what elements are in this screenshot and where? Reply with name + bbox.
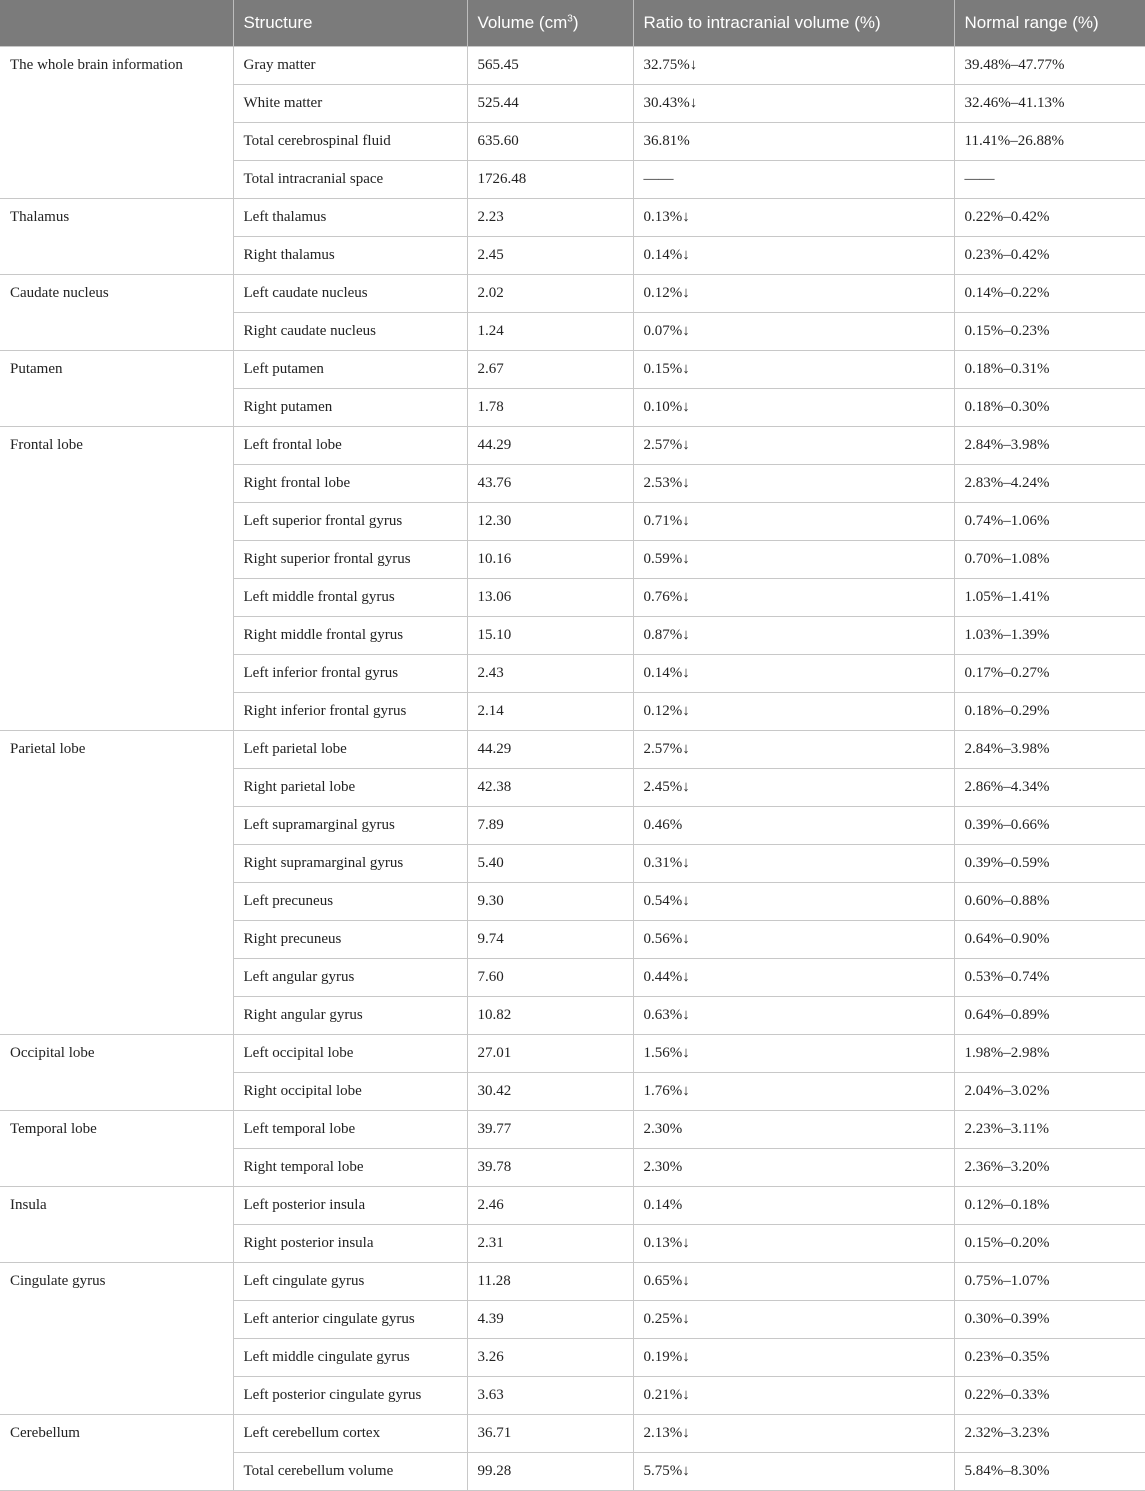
ratio-cell: 0.12%↓ bbox=[633, 693, 954, 731]
ratio-cell: 0.46% bbox=[633, 807, 954, 845]
ratio-cell: 0.15%↓ bbox=[633, 351, 954, 389]
table-row bbox=[0, 1111, 1145, 1149]
volume-cell: 43.76 bbox=[467, 465, 633, 503]
structure-cell: Left putamen bbox=[233, 351, 467, 389]
table-row bbox=[0, 1035, 1145, 1073]
ratio-cell: 0.56%↓ bbox=[633, 921, 954, 959]
structure-cell: Gray matter bbox=[233, 47, 467, 85]
structure-cell: Left supramarginal gyrus bbox=[233, 807, 467, 845]
volume-cell: 36.71 bbox=[467, 1415, 633, 1453]
structure-cell: Right putamen bbox=[233, 389, 467, 427]
ratio-cell: 0.13%↓ bbox=[633, 199, 954, 237]
normal-range-cell: 2.84%–3.98% bbox=[954, 427, 1145, 465]
structure-cell: Right inferior frontal gyrus bbox=[233, 693, 467, 731]
volume-cell: 4.39 bbox=[467, 1301, 633, 1339]
table-row bbox=[0, 47, 1145, 85]
volume-cell: 7.89 bbox=[467, 807, 633, 845]
ratio-cell: 2.57%↓ bbox=[633, 731, 954, 769]
volume-cell: 3.63 bbox=[467, 1377, 633, 1415]
normal-range-cell: 1.98%–2.98% bbox=[954, 1035, 1145, 1073]
ratio-cell: 0.44%↓ bbox=[633, 959, 954, 997]
table-row bbox=[0, 1187, 1145, 1225]
volume-cell: 635.60 bbox=[467, 123, 633, 161]
volume-cell: 2.31 bbox=[467, 1225, 633, 1263]
ratio-cell: 0.71%↓ bbox=[633, 503, 954, 541]
ratio-cell: —— bbox=[633, 161, 954, 199]
ratio-cell: 0.14%↓ bbox=[633, 237, 954, 275]
normal-range-cell: 0.17%–0.27% bbox=[954, 655, 1145, 693]
structure-cell: Left frontal lobe bbox=[233, 427, 467, 465]
volume-cell: 5.40 bbox=[467, 845, 633, 883]
normal-range-cell: 5.84%–8.30% bbox=[954, 1453, 1145, 1491]
normal-range-cell: 2.86%–4.34% bbox=[954, 769, 1145, 807]
structure-cell: Right supramarginal gyrus bbox=[233, 845, 467, 883]
normal-range-cell: 39.48%–47.77% bbox=[954, 47, 1145, 85]
table-row bbox=[0, 1415, 1145, 1453]
ratio-cell: 0.59%↓ bbox=[633, 541, 954, 579]
ratio-cell: 30.43%↓ bbox=[633, 85, 954, 123]
normal-range-cell: 0.18%–0.29% bbox=[954, 693, 1145, 731]
volume-cell: 7.60 bbox=[467, 959, 633, 997]
group-name-cell: Cingulate gyrus bbox=[0, 1263, 233, 1415]
ratio-cell: 0.14% bbox=[633, 1187, 954, 1225]
group-name-cell: Cerebellum bbox=[0, 1415, 233, 1491]
structure-cell: Left temporal lobe bbox=[233, 1111, 467, 1149]
structure-cell: Left inferior frontal gyrus bbox=[233, 655, 467, 693]
structure-cell: Left middle cingulate gyrus bbox=[233, 1339, 467, 1377]
normal-range-cell: 0.23%–0.42% bbox=[954, 237, 1145, 275]
structure-cell: Right precuneus bbox=[233, 921, 467, 959]
table-row bbox=[0, 731, 1145, 769]
structure-cell: Right angular gyrus bbox=[233, 997, 467, 1035]
structure-cell: Total cerebrospinal fluid bbox=[233, 123, 467, 161]
normal-range-cell: 2.83%–4.24% bbox=[954, 465, 1145, 503]
ratio-cell: 2.30% bbox=[633, 1149, 954, 1187]
normal-range-cell: —— bbox=[954, 161, 1145, 199]
normal-range-cell: 2.23%–3.11% bbox=[954, 1111, 1145, 1149]
table-row bbox=[0, 427, 1145, 465]
ratio-cell: 2.57%↓ bbox=[633, 427, 954, 465]
volume-cell: 39.77 bbox=[467, 1111, 633, 1149]
structure-cell: Right parietal lobe bbox=[233, 769, 467, 807]
ratio-cell: 0.07%↓ bbox=[633, 313, 954, 351]
ratio-cell: 2.30% bbox=[633, 1111, 954, 1149]
normal-range-cell: 11.41%–26.88% bbox=[954, 123, 1145, 161]
volume-cell: 15.10 bbox=[467, 617, 633, 655]
volume-cell: 99.28 bbox=[467, 1453, 633, 1491]
ratio-cell: 36.81% bbox=[633, 123, 954, 161]
group-name-cell: Parietal lobe bbox=[0, 731, 233, 1035]
normal-range-cell: 0.30%–0.39% bbox=[954, 1301, 1145, 1339]
structure-cell: White matter bbox=[233, 85, 467, 123]
structure-cell: Right middle frontal gyrus bbox=[233, 617, 467, 655]
ratio-cell: 32.75%↓ bbox=[633, 47, 954, 85]
volume-cell: 3.26 bbox=[467, 1339, 633, 1377]
volume-cell: 27.01 bbox=[467, 1035, 633, 1073]
header-normal-range: Normal range (%) bbox=[954, 0, 1145, 47]
volume-cell: 11.28 bbox=[467, 1263, 633, 1301]
volume-cell: 2.43 bbox=[467, 655, 633, 693]
volume-cell: 10.16 bbox=[467, 541, 633, 579]
ratio-cell: 1.56%↓ bbox=[633, 1035, 954, 1073]
normal-range-cell: 0.18%–0.31% bbox=[954, 351, 1145, 389]
group-name-cell: Temporal lobe bbox=[0, 1111, 233, 1187]
ratio-cell: 5.75%↓ bbox=[633, 1453, 954, 1491]
ratio-cell: 1.76%↓ bbox=[633, 1073, 954, 1111]
structure-cell: Right superior frontal gyrus bbox=[233, 541, 467, 579]
ratio-cell: 0.10%↓ bbox=[633, 389, 954, 427]
header-volume-prefix: Volume (cm bbox=[477, 13, 568, 32]
group-name-cell: The whole brain information bbox=[0, 47, 233, 199]
volume-cell: 2.23 bbox=[467, 199, 633, 237]
ratio-cell: 0.31%↓ bbox=[633, 845, 954, 883]
volume-cell: 2.02 bbox=[467, 275, 633, 313]
ratio-cell: 0.14%↓ bbox=[633, 655, 954, 693]
normal-range-cell: 0.15%–0.20% bbox=[954, 1225, 1145, 1263]
volume-cell: 44.29 bbox=[467, 427, 633, 465]
normal-range-cell: 32.46%–41.13% bbox=[954, 85, 1145, 123]
normal-range-cell: 0.18%–0.30% bbox=[954, 389, 1145, 427]
normal-range-cell: 0.39%–0.66% bbox=[954, 807, 1145, 845]
normal-range-cell: 0.22%–0.33% bbox=[954, 1377, 1145, 1415]
normal-range-cell: 0.14%–0.22% bbox=[954, 275, 1145, 313]
normal-range-cell: 0.75%–1.07% bbox=[954, 1263, 1145, 1301]
normal-range-cell: 0.60%–0.88% bbox=[954, 883, 1145, 921]
volume-cell: 12.30 bbox=[467, 503, 633, 541]
group-name-cell: Thalamus bbox=[0, 199, 233, 275]
normal-range-cell: 1.05%–1.41% bbox=[954, 579, 1145, 617]
normal-range-cell: 2.32%–3.23% bbox=[954, 1415, 1145, 1453]
volume-cell: 42.38 bbox=[467, 769, 633, 807]
volume-cell: 565.45 bbox=[467, 47, 633, 85]
group-name-cell: Frontal lobe bbox=[0, 427, 233, 731]
table-header bbox=[0, 0, 1145, 47]
ratio-cell: 0.76%↓ bbox=[633, 579, 954, 617]
normal-range-cell: 0.64%–0.89% bbox=[954, 997, 1145, 1035]
table-row bbox=[0, 275, 1145, 313]
structure-cell: Left parietal lobe bbox=[233, 731, 467, 769]
structure-cell: Left thalamus bbox=[233, 199, 467, 237]
ratio-cell: 0.87%↓ bbox=[633, 617, 954, 655]
normal-range-cell: 0.74%–1.06% bbox=[954, 503, 1145, 541]
ratio-cell: 0.65%↓ bbox=[633, 1263, 954, 1301]
structure-cell: Left angular gyrus bbox=[233, 959, 467, 997]
normal-range-cell: 2.36%–3.20% bbox=[954, 1149, 1145, 1187]
normal-range-cell: 0.53%–0.74% bbox=[954, 959, 1145, 997]
volume-cell: 1.24 bbox=[467, 313, 633, 351]
header-structure: Structure bbox=[233, 0, 467, 47]
volume-cell: 1.78 bbox=[467, 389, 633, 427]
structure-cell: Left posterior cingulate gyrus bbox=[233, 1377, 467, 1415]
normal-range-cell: 1.03%–1.39% bbox=[954, 617, 1145, 655]
normal-range-cell: 2.04%–3.02% bbox=[954, 1073, 1145, 1111]
normal-range-cell: 0.15%–0.23% bbox=[954, 313, 1145, 351]
normal-range-cell: 0.12%–0.18% bbox=[954, 1187, 1145, 1225]
table-row bbox=[0, 199, 1145, 237]
volume-cell: 44.29 bbox=[467, 731, 633, 769]
ratio-cell: 0.13%↓ bbox=[633, 1225, 954, 1263]
table-row bbox=[0, 1263, 1145, 1301]
structure-cell: Left precuneus bbox=[233, 883, 467, 921]
normal-range-cell: 0.64%–0.90% bbox=[954, 921, 1145, 959]
ratio-cell: 2.13%↓ bbox=[633, 1415, 954, 1453]
structure-cell: Right caudate nucleus bbox=[233, 313, 467, 351]
volume-cell: 9.74 bbox=[467, 921, 633, 959]
structure-cell: Right thalamus bbox=[233, 237, 467, 275]
group-name-cell: Putamen bbox=[0, 351, 233, 427]
normal-range-cell: 0.23%–0.35% bbox=[954, 1339, 1145, 1377]
structure-cell: Right occipital lobe bbox=[233, 1073, 467, 1111]
ratio-cell: 0.12%↓ bbox=[633, 275, 954, 313]
normal-range-cell: 0.22%–0.42% bbox=[954, 199, 1145, 237]
ratio-cell: 2.45%↓ bbox=[633, 769, 954, 807]
ratio-cell: 0.63%↓ bbox=[633, 997, 954, 1035]
volume-cell: 9.30 bbox=[467, 883, 633, 921]
volume-cell: 1726.48 bbox=[467, 161, 633, 199]
volume-cell: 2.46 bbox=[467, 1187, 633, 1225]
volume-cell: 10.82 bbox=[467, 997, 633, 1035]
group-name-cell: Occipital lobe bbox=[0, 1035, 233, 1111]
volume-cell: 30.42 bbox=[467, 1073, 633, 1111]
volume-cell: 525.44 bbox=[467, 85, 633, 123]
table-row bbox=[0, 351, 1145, 389]
ratio-cell: 2.53%↓ bbox=[633, 465, 954, 503]
ratio-cell: 0.54%↓ bbox=[633, 883, 954, 921]
normal-range-cell: 0.70%–1.08% bbox=[954, 541, 1145, 579]
volume-cell: 2.45 bbox=[467, 237, 633, 275]
structure-cell: Left cerebellum cortex bbox=[233, 1415, 467, 1453]
structure-cell: Total intracranial space bbox=[233, 161, 467, 199]
volume-cell: 13.06 bbox=[467, 579, 633, 617]
volume-cell: 2.67 bbox=[467, 351, 633, 389]
group-name-cell: Caudate nucleus bbox=[0, 275, 233, 351]
header-ratio: Ratio to intracranial volume (%) bbox=[633, 0, 954, 47]
structure-cell: Left anterior cingulate gyrus bbox=[233, 1301, 467, 1339]
normal-range-cell: 2.84%–3.98% bbox=[954, 731, 1145, 769]
header-row bbox=[0, 0, 1145, 47]
header-volume bbox=[467, 0, 633, 47]
ratio-cell: 0.25%↓ bbox=[633, 1301, 954, 1339]
structure-cell: Right posterior insula bbox=[233, 1225, 467, 1263]
structure-cell: Total cerebellum volume bbox=[233, 1453, 467, 1491]
header-group-blank bbox=[0, 0, 233, 47]
group-name-cell: Insula bbox=[0, 1187, 233, 1263]
ratio-cell: 0.19%↓ bbox=[633, 1339, 954, 1377]
structure-cell: Left posterior insula bbox=[233, 1187, 467, 1225]
header-volume-suffix: ) bbox=[572, 13, 579, 32]
structure-cell: Left cingulate gyrus bbox=[233, 1263, 467, 1301]
structure-cell: Left middle frontal gyrus bbox=[233, 579, 467, 617]
table-body bbox=[0, 47, 1145, 1491]
ratio-cell: 0.21%↓ bbox=[633, 1377, 954, 1415]
structure-cell: Left occipital lobe bbox=[233, 1035, 467, 1073]
structure-cell: Right frontal lobe bbox=[233, 465, 467, 503]
volume-cell: 39.78 bbox=[467, 1149, 633, 1187]
structure-cell: Left caudate nucleus bbox=[233, 275, 467, 313]
structure-cell: Left superior frontal gyrus bbox=[233, 503, 467, 541]
header-volume-sup: 3 bbox=[567, 13, 573, 25]
volume-cell: 2.14 bbox=[467, 693, 633, 731]
structure-cell: Right temporal lobe bbox=[233, 1149, 467, 1187]
normal-range-cell: 0.39%–0.59% bbox=[954, 845, 1145, 883]
